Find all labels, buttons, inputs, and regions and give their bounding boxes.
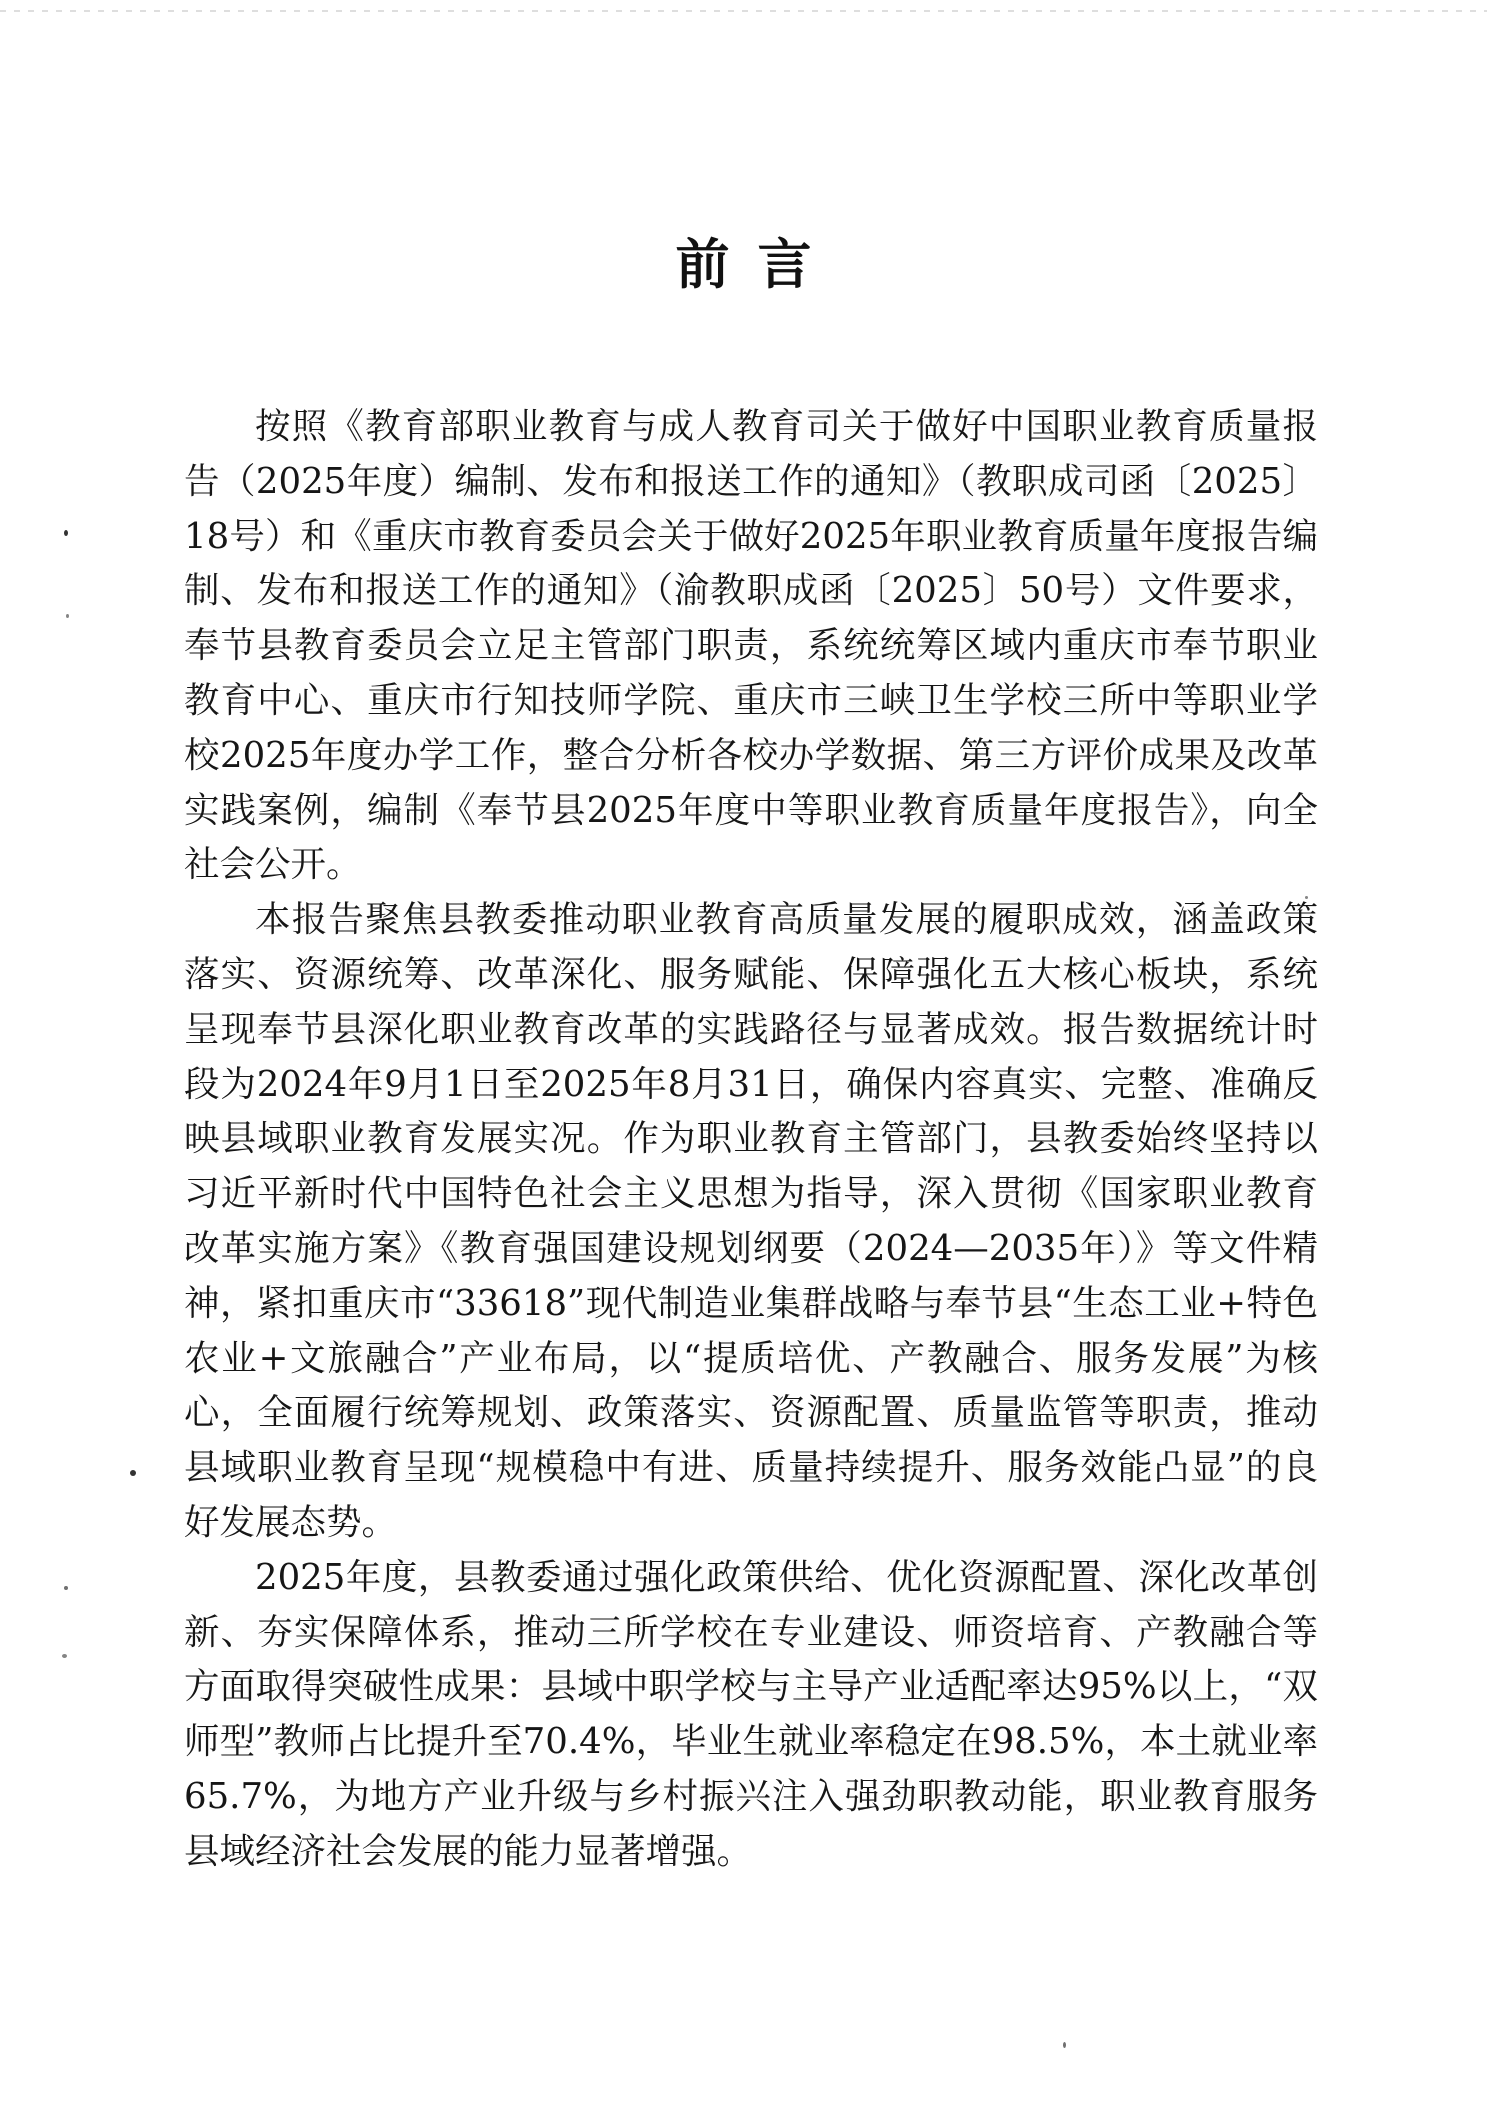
scan-speck (1063, 2042, 1066, 2048)
paragraph-2: 本报告聚焦县教委推动职业教育高质量发展的履职成效，涵盖政策落实、资源统筹、改革深化、服务赋能、保障强化五大核心板块，系统呈现奉节县深化职业教育改革的实践路径与显著成效。报告数据统计时段为2024年9月1日至2025年8月31日，确保内容真实、完整、准确反映县域职业教育发展实况。作为职业教育主管部门，县教委始终坚持以习近平新时代中国特色社会主义思想为指导，深入贯彻《国家职业教育改革实施方案》《教育强国建设规划纲要（2024—2035年）》等文件精神，紧扣重庆市“33618”现代制造业集群战略与奉节县“生态工业+特色农业+文旅融合”产业布局，以“提质培优、产教融合、服务发展”为核心，全面履行统筹规划、政策落实、资源配置、质量监管等职责，推动县域职业教育呈现“规模稳中有进、质量持续提升、服务效能凸显”的良好发展态势。 (184, 899, 1318, 1543)
scan-edge-line (0, 10, 1487, 12)
paragraph-1: 按照《教育部职业教育与成人教育司关于做好中国职业教育质量报告（2025年度）编制、发布和报送工作的通知》（教职成司函〔2025〕18号）和《重庆市教育委员会关于做好2025年职业教育质量年度报告编制、发布和报送工作的通知》（渝教职成函〔2025〕50号）文件要求，奉节县教育委员会立足主管部门职责，系统统筹区域内重庆市奉节职业教育中心、重庆市行知技师学院、重庆市三峡卫生学校三所中等职业学校2025年度办学工作，整合分析各校办学数据、第三方评价成果及改革实践案例，编制《奉节县2025年度中等职业教育质量年度报告》，向全社会公开。 (184, 406, 1318, 886)
page-title: 前言 (675, 233, 840, 296)
scan-speck (64, 530, 68, 536)
scan-speck (130, 1470, 136, 1476)
scan-speck (66, 614, 69, 618)
scan-speck (1305, 896, 1308, 899)
document-body (184, 400, 1318, 1880)
paragraph-3: 2025年度，县教委通过强化政策供给、优化资源配置、深化改革创新、夯实保障体系，推动三所学校在专业建设、师资培育、产教融合等方面取得突破性成果：县域中职学校与主导产业适配率达95%以上，“双师型”教师占比提升至70.4%，毕业生就业率稳定在98.5%，本土就业率65.7%，为地方产业升级与乡村振兴注入强劲职教动能，职业教育服务县域经济社会发展的能力显著增强。 (184, 1556, 1318, 1872)
scan-speck (62, 1654, 67, 1658)
scan-speck (64, 1586, 68, 1590)
